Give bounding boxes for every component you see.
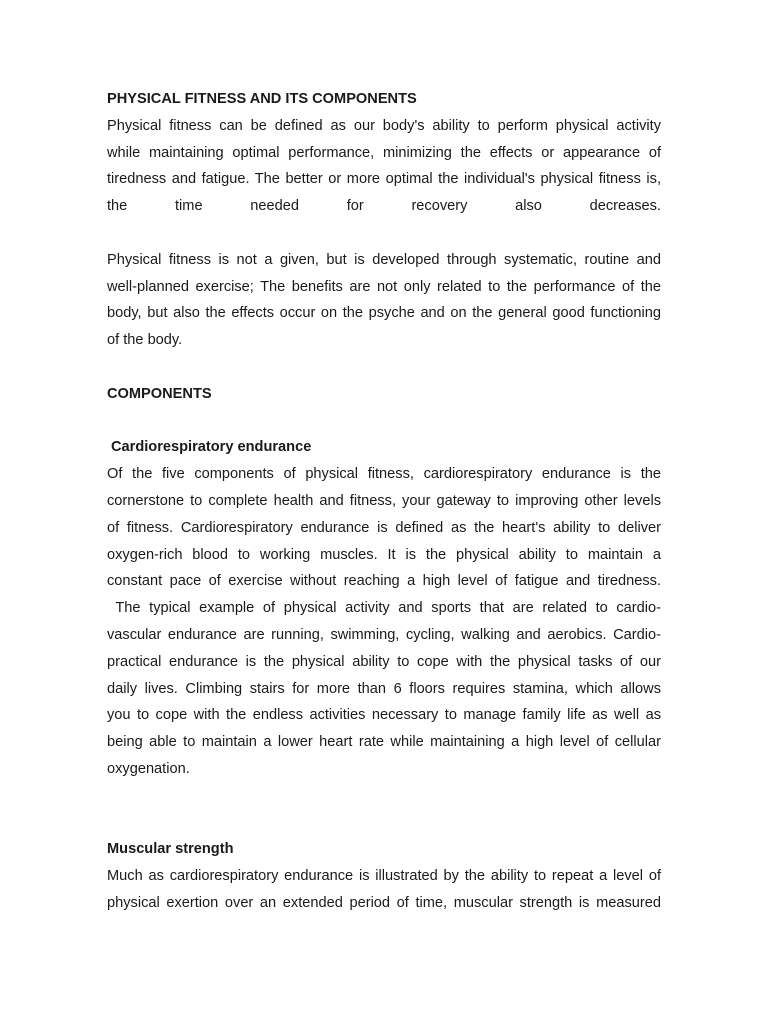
text-line: cornerstone to complete health and fitness, your gateway to improving other levels — [107, 492, 661, 509]
text-line: physical exertion over an extended period of time, muscular strength is measured — [107, 894, 661, 911]
text-line: daily lives. Climbing stairs for more than 6 floors requires stamina, which allows — [107, 680, 661, 697]
muscular-paragraph — [107, 863, 661, 917]
document-title: PHYSICAL FITNESS AND ITS COMPONENTS — [107, 91, 417, 107]
spacer — [107, 354, 661, 381]
text-line: of fitness. Cardiorespiratory endurance is defined as the heart's ability to deliver — [107, 519, 661, 536]
text-line: oxygen-rich blood to working muscles. It is the physical ability to maintain a — [107, 546, 661, 563]
intro-paragraph-1 — [107, 113, 661, 220]
text-line: well-planned exercise; The benefits are not only related to the performance of the — [107, 278, 661, 295]
spacer — [107, 408, 661, 435]
text-line: Much as cardiorespiratory endurance is illustrated by the ability to repeat a level of — [107, 868, 661, 885]
spacer — [107, 783, 661, 837]
cardio-heading: Cardiorespiratory endurance — [111, 439, 312, 456]
cardio-paragraph — [107, 461, 661, 783]
text-line: body, but also the effects occur on the psyche and on the general good functioning — [107, 305, 661, 322]
text-line: tiredness and fatigue. The better or more optimal the individual's physical fitness is, — [107, 171, 661, 188]
text-line: practical endurance is the physical ability to cope with the physical tasks of our — [107, 653, 661, 670]
text-line: the time needed for recovery also decreases. — [107, 198, 661, 215]
muscular-heading: Muscular strength — [107, 841, 234, 858]
text-line: you to cope with the endless activities necessary to manage family life as well as — [107, 707, 661, 724]
text-line: vascular endurance are running, swimming, cycling, walking and aerobics. Cardio- — [107, 626, 661, 643]
document-body — [107, 86, 661, 917]
text-line: while maintaining optimal performance, minimizing the effects or appearance of — [107, 144, 661, 161]
text-line: The typical example of physical activity and sports that are related to cardio- — [107, 600, 661, 617]
text-line: being able to maintain a lower heart rate while maintaining a high level of cellular — [107, 734, 661, 751]
text-line: Physical fitness is not a given, but is developed through systematic, routine and — [107, 251, 661, 268]
text-line: of the body. — [107, 332, 183, 349]
intro-paragraph-2 — [107, 247, 661, 354]
text-line: constant pace of exercise without reaching a high level of fatigue and tiredness. — [107, 573, 661, 590]
spacer — [107, 220, 661, 247]
text-line: oxygenation. — [107, 760, 190, 777]
text-line: Of the five components of physical fitness, cardiorespiratory endurance is the — [107, 466, 661, 483]
text-line: Physical fitness can be defined as our body's ability to perform physical activity — [107, 117, 661, 134]
components-heading: COMPONENTS — [107, 385, 212, 402]
